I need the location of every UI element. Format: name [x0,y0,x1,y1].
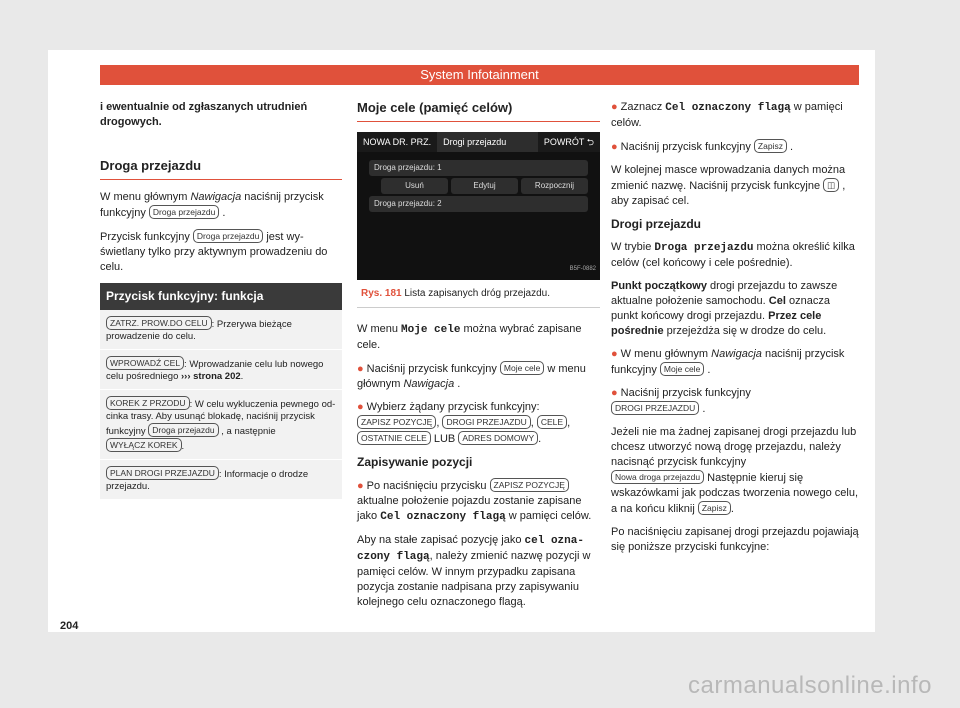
table-row: PLAN DROGI PRZEJAZDU : Informacje o drodze przejazdu. [100,460,342,500]
bullet-item: ● Wybierz żądany przycisk funkcyjny: ZAPISZ POZYCJĘ , DROGI PRZEJAZDU , CELE , OSTATNIE CELE LUB ADRES DOMOWY . [357,401,571,445]
save-disk-icon[interactable]: ◫ [823,178,839,192]
paragraph: W trybie Droga przejazdu można określić kilka celów (cel końcowy i cele pośrednie). [611,241,855,269]
table-row: WPROWADŹ CEL : Wprowadzanie celu lub nowego celu pośredniego ››› strona 202. [100,350,342,390]
bullet-item: ● W menu głównym Nawigacja naciśnij przycisk funkcyjny Moje cele . [611,348,845,376]
route-actions [369,178,588,194]
delete-button[interactable]: Usuń [381,178,448,194]
column-right [611,100,859,563]
paragraph: W kolejnej masce wprowadzania danych można zmienić nazwę. Naciśnij przycisk funkcyjne ◫ , aby zapisać cel. [611,164,846,207]
section-title-route: Droga przejazdu [100,158,342,180]
bullet-icon: ● [611,101,618,113]
save-key[interactable]: Zapisz [698,501,731,515]
figure-caption: Rys. 181 Lista zapisanych dróg przejazdu. [357,280,600,308]
start-button[interactable]: Rozpocznij [521,178,588,194]
save-key[interactable]: Zapisz [754,139,787,153]
paragraph: Jeżeli nie ma żadnej zapisanej drogi przejazdu lub chcesz utworzyć nową drogę przejazdu, należy nacisnąć przycisk funkcyjny Nowa droga przejazdu Następnie kieruj się wskazówkami jak podczas tworzenia nowego celu, a na końcu kliknij Zapisz . [611,426,859,515]
stop-guidance-key[interactable]: ZATRZ. PROW.DO CELU [106,316,212,330]
route-key[interactable]: Droga przejazdu [149,205,219,219]
route-key[interactable]: Droga przejazdu [148,423,218,437]
column-left [100,100,342,500]
bullet-icon: ● [611,141,618,153]
paragraph: Aby na stałe zapisać pozycję jako cel oznaczony flagą, należy zmienić nazwę pozycji w pamięci celów. W innym przypadku zapisana pozycja zostanie nadpisana przy zapisywaniu kolejnego celu oznaczonego flagą. [357,534,591,608]
table-row: ZATRZ. PROW.DO CELU : Przerywa bieżące prowadzenie do celu. [100,310,342,350]
routes-key[interactable]: DROGI PRZEJAZDU [611,401,699,415]
page-header: System Infotainment [100,65,859,85]
back-arrow-icon: ⮌ [586,137,594,147]
traffic-jam-key[interactable]: KOREK Z PRZODU [106,396,190,410]
paragraph: W menu głównym Nawigacja naciśnij przycisk funkcyjny Droga przejazdu . [100,191,324,219]
bullet-icon: ● [611,348,618,360]
bullet-item: ● Naciśnij przycisk funkcyjny DROGI PRZEJAZDU . [611,387,751,415]
intro-text: i ewentualnie od zgłaszanych utrudnień drogowych. [100,101,308,128]
table-header: Przycisk funkcyjny: funkcja [100,283,342,310]
bullet-icon: ● [611,387,618,399]
route-list-item[interactable]: Droga przejazdu: 2 [369,196,588,212]
my-destinations-key[interactable]: Moje cele [500,361,544,375]
disable-jam-key[interactable]: WYŁĄCZ KOREK [106,438,182,452]
destinations-key[interactable]: CELE [537,415,567,429]
screen-tabs [357,132,600,152]
subsection-title: Drogi przejazdu [611,217,702,231]
bullet-item: ● Zaznacz Cel oznaczony flagą w pamięci celów. [611,101,843,129]
bullet-icon: ● [357,480,364,492]
tab-routes[interactable]: Drogi przejazdu [437,132,538,152]
route-list-item[interactable]: Droga przejazdu: 1 [369,160,588,176]
table-row: KOREK Z PRZODU : W celu wykluczenia pewnego odcinka trasy. Aby usunąć blokadę, naciśnij przycisk funkcyjny Droga przejazdu , a następnie WYŁĄCZ KOREK . [100,390,342,460]
enter-destination-key[interactable]: WPROWADŹ CEL [106,356,184,370]
bullet-item: ● Naciśnij przycisk funkcyjny Zapisz . [611,141,794,153]
save-position-key[interactable]: ZAPISZ POZYCJĘ [490,478,569,492]
page-number: 204 [60,620,79,632]
column-middle [357,100,600,618]
infotainment-screen [357,132,600,280]
subsection-title: Zapisywanie pozycji [357,455,473,469]
paragraph: Po naciśnięciu zapisanej drogi przejazdu pojawiają się poniższe przyciski funkcyjne: [611,526,859,553]
route-plan-key[interactable]: PLAN DROGI PRZEJAZDU [106,466,219,480]
paragraph: Przycisk funkcyjny Droga przejazdu jest wyświetlany tylko przy aktywnym prowadzeniu do celu. [100,231,328,273]
watermark: carmanualsonline.info [688,672,932,699]
new-route-key[interactable]: Nowa droga przejazdu [611,470,704,484]
save-position-key[interactable]: ZAPISZ POZYCJĘ [357,415,436,429]
paragraph: Punkt początkowy drogi przejazdu to zawsze aktualne położenie samochodu. Cel oznacza punkt końcowy drogi przejazdu. Przez cele pośrednie przejeżdża się w drodze do celu. [611,280,838,337]
bullet-icon: ● [357,363,364,375]
routes-key[interactable]: DROGI PRZEJAZDU [442,415,530,429]
my-destinations-key[interactable]: Moje cele [660,362,704,376]
bullet-icon: ● [357,401,364,413]
section-title-my-destinations: Moje cele (pamięć celów) [357,100,600,122]
edit-button[interactable]: Edytuj [451,178,518,194]
page-reference-link[interactable]: ››› strona 202 [181,371,241,382]
figure-code: B5F-0882 [569,266,596,272]
route-key[interactable]: Droga przejazdu [193,229,263,243]
recent-destinations-key[interactable]: OSTATNIE CELE [357,431,431,445]
paragraph: W menu Moje cele można wybrać zapisane cele. [357,323,582,351]
bullet-item: ● Naciśnij przycisk funkcyjny Moje cele w menu głównym Nawigacja . [357,363,586,390]
home-address-key[interactable]: ADRES DOMOWY [458,431,538,445]
back-button[interactable]: POWRÓT ⮌ [538,132,600,152]
tab-new-route[interactable]: NOWA DR. PRZ. [357,132,437,152]
bullet-item: ● Po naciśnięciu przycisku ZAPISZ POZYCJĘ aktualne położenie pojazdu zostanie zapisane jako Cel oznaczony flagą w pamięci celów. [357,480,592,523]
